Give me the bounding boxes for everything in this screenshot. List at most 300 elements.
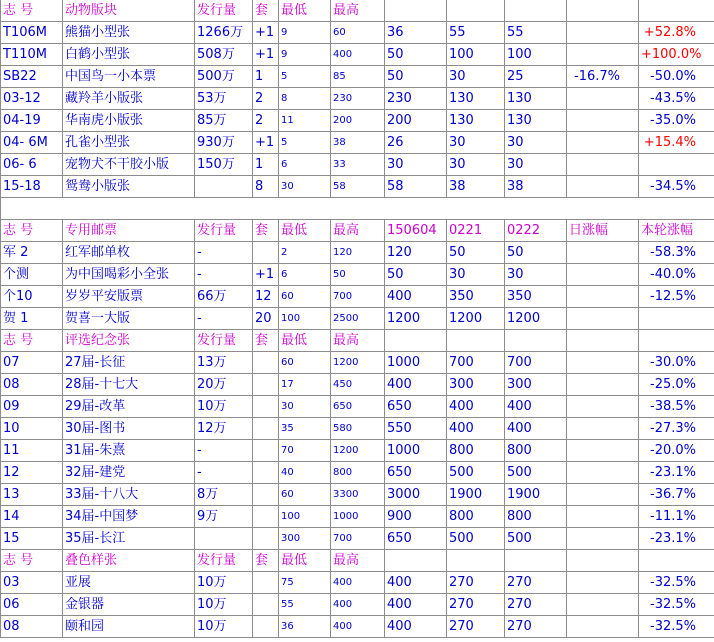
- cell-v1: 550: [385, 418, 447, 440]
- cell-low: 60: [279, 484, 331, 506]
- cell-set: 2: [253, 110, 279, 132]
- cell-v1: 400: [385, 594, 447, 616]
- table-row: [1, 594, 714, 616]
- cell-high: 700: [331, 286, 385, 308]
- cell-v3: 270: [505, 572, 567, 594]
- cell-v3: 100: [505, 44, 567, 66]
- table-row: [1, 484, 714, 506]
- cell-name: 中国鸟一小本票: [63, 66, 195, 88]
- table-row: [1, 66, 714, 88]
- cell-v2: 270: [447, 594, 505, 616]
- cell-name: 33届-十八大: [63, 484, 195, 506]
- cell-name: 评选纪念张: [63, 330, 195, 352]
- cell-issue: 发行量: [195, 550, 253, 572]
- cell-v1: 1000: [385, 440, 447, 462]
- cell-high: 2500: [331, 308, 385, 330]
- cell-set: [253, 352, 279, 374]
- cell-low: 60: [279, 286, 331, 308]
- cell-daily: [567, 352, 639, 374]
- cell-high: 85: [331, 66, 385, 88]
- cell-set: [253, 440, 279, 462]
- cell-issue: 10万: [195, 594, 253, 616]
- cell-code: 04-19: [1, 110, 63, 132]
- cell-set: [253, 506, 279, 528]
- cell-daily: [567, 506, 639, 528]
- cell-total: -23.1%: [639, 462, 714, 484]
- cell-set: 1: [253, 154, 279, 176]
- cell-high: 700: [331, 528, 385, 550]
- cell-code: 07: [1, 352, 63, 374]
- cell-name: 孔雀小型张: [63, 132, 195, 154]
- cell-set: [253, 484, 279, 506]
- cell-set: [253, 616, 279, 638]
- cell-name: 鸳鸯小版张: [63, 176, 195, 198]
- cell-set: [253, 462, 279, 484]
- cell-code: 08: [1, 616, 63, 638]
- cell-name: 28届-十七大: [63, 374, 195, 396]
- cell-set: +1: [253, 132, 279, 154]
- cell-v3: 1900: [505, 484, 567, 506]
- cell-high: 400: [331, 572, 385, 594]
- table-row: [1, 154, 714, 176]
- cell-v2: 130: [447, 110, 505, 132]
- table-row: [1, 176, 714, 198]
- cell-name: 动物版块: [63, 0, 195, 22]
- cell-low: 11: [279, 110, 331, 132]
- cell-v3: 800: [505, 440, 567, 462]
- cell-daily: 日涨幅: [567, 220, 639, 242]
- cell-v3: [505, 198, 567, 220]
- cell-high: 最高: [331, 550, 385, 572]
- table-row: [1, 264, 714, 286]
- cell-v2: 30: [447, 154, 505, 176]
- cell-v2: 100: [447, 44, 505, 66]
- cell-name: 叠色样张: [63, 550, 195, 572]
- cell-set: 12: [253, 286, 279, 308]
- cell-daily: [567, 484, 639, 506]
- cell-issue: 9万: [195, 506, 253, 528]
- table-row: [1, 286, 714, 308]
- cell-v2: 30: [447, 264, 505, 286]
- cell-total: +15.4%: [639, 132, 714, 154]
- cell-v2: 350: [447, 286, 505, 308]
- cell-v2: 0221: [447, 220, 505, 242]
- cell-v3: 30: [505, 154, 567, 176]
- cell-low: 55: [279, 594, 331, 616]
- cell-v1: 1000: [385, 352, 447, 374]
- table-row: [1, 616, 714, 638]
- cell-issue: 66万: [195, 286, 253, 308]
- cell-low: 30: [279, 396, 331, 418]
- cell-name: [63, 198, 195, 220]
- cell-total: [639, 0, 714, 22]
- section-header-row: [1, 220, 714, 242]
- cell-daily: [567, 44, 639, 66]
- cell-high: 58: [331, 176, 385, 198]
- cell-v1: 900: [385, 506, 447, 528]
- cell-v2: 400: [447, 418, 505, 440]
- cell-high: 1000: [331, 506, 385, 528]
- cell-code: 志 号: [1, 220, 63, 242]
- cell-daily: [567, 396, 639, 418]
- cell-daily: [567, 132, 639, 154]
- cell-name: 红军邮单枚: [63, 242, 195, 264]
- cell-high: 33: [331, 154, 385, 176]
- cell-total: -38.5%: [639, 396, 714, 418]
- cell-code: 贺 1: [1, 308, 63, 330]
- cell-v2: [447, 550, 505, 572]
- cell-issue: 10万: [195, 396, 253, 418]
- cell-v3: 38: [505, 176, 567, 198]
- cell-v2: 55: [447, 22, 505, 44]
- cell-low: 100: [279, 506, 331, 528]
- cell-v1: 50: [385, 44, 447, 66]
- cell-total: -11.1%: [639, 506, 714, 528]
- cell-high: 650: [331, 396, 385, 418]
- cell-total: -50.0%: [639, 66, 714, 88]
- cell-set: 套: [253, 220, 279, 242]
- cell-total: -40.0%: [639, 264, 714, 286]
- cell-v1: 50: [385, 66, 447, 88]
- cell-issue: -: [195, 440, 253, 462]
- cell-v3: 130: [505, 88, 567, 110]
- cell-v3: 800: [505, 506, 567, 528]
- cell-v2: 30: [447, 132, 505, 154]
- cell-v2: [447, 0, 505, 22]
- cell-name: 金银器: [63, 594, 195, 616]
- cell-code: 志 号: [1, 330, 63, 352]
- cell-high: 最高: [331, 220, 385, 242]
- cell-v3: [505, 550, 567, 572]
- cell-v2: 50: [447, 242, 505, 264]
- cell-v3: [505, 0, 567, 22]
- cell-low: 17: [279, 374, 331, 396]
- cell-high: 450: [331, 374, 385, 396]
- cell-set: 8: [253, 176, 279, 198]
- cell-v2: 500: [447, 462, 505, 484]
- cell-v1: 400: [385, 374, 447, 396]
- cell-low: 60: [279, 352, 331, 374]
- cell-total: -43.5%: [639, 88, 714, 110]
- cell-name: 31届-朱熹: [63, 440, 195, 462]
- cell-v3: 130: [505, 110, 567, 132]
- cell-daily: [567, 308, 639, 330]
- cell-v1: [385, 0, 447, 22]
- cell-v3: [505, 330, 567, 352]
- cell-low: 最低: [279, 220, 331, 242]
- cell-v1: 400: [385, 286, 447, 308]
- cell-low: 9: [279, 44, 331, 66]
- cell-low: 5: [279, 66, 331, 88]
- cell-daily: [567, 176, 639, 198]
- cell-set: [253, 374, 279, 396]
- cell-daily: [567, 528, 639, 550]
- cell-daily: [567, 0, 639, 22]
- cell-total: +52.8%: [639, 22, 714, 44]
- cell-v1: 1200: [385, 308, 447, 330]
- cell-v2: [447, 198, 505, 220]
- cell-code: 09: [1, 396, 63, 418]
- cell-v1: 150604: [385, 220, 447, 242]
- cell-low: 6: [279, 264, 331, 286]
- cell-low: 36: [279, 616, 331, 638]
- cell-total: [639, 330, 714, 352]
- cell-total: -32.5%: [639, 594, 714, 616]
- cell-total: [639, 198, 714, 220]
- cell-v3: 400: [505, 418, 567, 440]
- cell-total: -36.7%: [639, 484, 714, 506]
- cell-v2: 300: [447, 374, 505, 396]
- cell-total: -30.0%: [639, 352, 714, 374]
- cell-total: [639, 550, 714, 572]
- cell-issue: 53万: [195, 88, 253, 110]
- cell-total: -35.0%: [639, 110, 714, 132]
- cell-v1: 26: [385, 132, 447, 154]
- cell-code: 11: [1, 440, 63, 462]
- table-row: [1, 418, 714, 440]
- cell-name: 华南虎小版张: [63, 110, 195, 132]
- cell-set: +1: [253, 264, 279, 286]
- cell-total: -58.3%: [639, 242, 714, 264]
- cell-issue: 发行量: [195, 0, 253, 22]
- cell-set: [253, 418, 279, 440]
- cell-daily: [567, 286, 639, 308]
- cell-name: 为中国喝彩小全张: [63, 264, 195, 286]
- cell-issue: 930万: [195, 132, 253, 154]
- cell-v1: 400: [385, 572, 447, 594]
- cell-daily: [567, 594, 639, 616]
- table-row: [1, 132, 714, 154]
- table-row: [1, 22, 714, 44]
- cell-high: 最高: [331, 0, 385, 22]
- cell-issue: 20万: [195, 374, 253, 396]
- cell-daily: [567, 198, 639, 220]
- table-row: [1, 110, 714, 132]
- cell-v1: 650: [385, 462, 447, 484]
- cell-code: 15-18: [1, 176, 63, 198]
- cell-daily: [567, 110, 639, 132]
- cell-issue: 150万: [195, 154, 253, 176]
- cell-code: 12: [1, 462, 63, 484]
- cell-v1: [385, 198, 447, 220]
- table-row: [1, 528, 714, 550]
- cell-issue: 10万: [195, 616, 253, 638]
- cell-issue: -: [195, 242, 253, 264]
- cell-issue: -: [195, 462, 253, 484]
- cell-v2: 1900: [447, 484, 505, 506]
- cell-issue: 12万: [195, 418, 253, 440]
- cell-v1: 50: [385, 264, 447, 286]
- cell-v3: 700: [505, 352, 567, 374]
- section-header-row: [1, 550, 714, 572]
- cell-issue: 85万: [195, 110, 253, 132]
- cell-v2: [447, 330, 505, 352]
- cell-code: 14: [1, 506, 63, 528]
- cell-v3: 30: [505, 264, 567, 286]
- cell-total: +100.0%: [639, 44, 714, 66]
- cell-total: [639, 154, 714, 176]
- table-row: [1, 352, 714, 374]
- table-row: [1, 374, 714, 396]
- table-row: [1, 396, 714, 418]
- cell-set: [253, 528, 279, 550]
- cell-v3: 270: [505, 616, 567, 638]
- cell-v3: 350: [505, 286, 567, 308]
- cell-high: 230: [331, 88, 385, 110]
- cell-code: 志 号: [1, 0, 63, 22]
- cell-issue: -: [195, 308, 253, 330]
- cell-high: 60: [331, 22, 385, 44]
- cell-code: 06- 6: [1, 154, 63, 176]
- cell-v3: 55: [505, 22, 567, 44]
- cell-name: 贺喜一大版: [63, 308, 195, 330]
- cell-set: 套: [253, 550, 279, 572]
- cell-code: SB22: [1, 66, 63, 88]
- cell-daily: [567, 330, 639, 352]
- cell-set: 2: [253, 88, 279, 110]
- cell-code: 08: [1, 374, 63, 396]
- cell-low: 8: [279, 88, 331, 110]
- table-row: [1, 572, 714, 594]
- section-header-row: [1, 0, 714, 22]
- cell-low: 最低: [279, 330, 331, 352]
- cell-v3: 25: [505, 66, 567, 88]
- cell-issue: 10万: [195, 572, 253, 594]
- cell-daily: [567, 616, 639, 638]
- cell-low: 2: [279, 242, 331, 264]
- cell-daily: [567, 154, 639, 176]
- cell-daily: [567, 550, 639, 572]
- cell-v3: 50: [505, 242, 567, 264]
- cell-low: 70: [279, 440, 331, 462]
- cell-low: 40: [279, 462, 331, 484]
- cell-high: 50: [331, 264, 385, 286]
- cell-high: 400: [331, 616, 385, 638]
- table-row: [1, 440, 714, 462]
- cell-v1: [385, 330, 447, 352]
- cell-name: 30届-图书: [63, 418, 195, 440]
- cell-daily: -16.7%: [567, 66, 639, 88]
- cell-set: 套: [253, 330, 279, 352]
- cell-total: -25.0%: [639, 374, 714, 396]
- table-row: [1, 308, 714, 330]
- cell-name: 亚展: [63, 572, 195, 594]
- cell-set: [253, 242, 279, 264]
- cell-code: T110M: [1, 44, 63, 66]
- cell-v1: [385, 550, 447, 572]
- cell-issue: [195, 528, 253, 550]
- cell-v2: 270: [447, 616, 505, 638]
- cell-set: [253, 572, 279, 594]
- cell-v2: 130: [447, 88, 505, 110]
- table-row: [1, 462, 714, 484]
- cell-v3: 30: [505, 132, 567, 154]
- table-row: [1, 88, 714, 110]
- cell-low: 300: [279, 528, 331, 550]
- cell-v2: 270: [447, 572, 505, 594]
- cell-daily: [567, 374, 639, 396]
- cell-set: +1: [253, 44, 279, 66]
- cell-daily: [567, 22, 639, 44]
- cell-low: [279, 198, 331, 220]
- cell-name: 颐和园: [63, 616, 195, 638]
- cell-name: 35届-长江: [63, 528, 195, 550]
- cell-high: 1200: [331, 440, 385, 462]
- table-body: [1, 0, 714, 638]
- cell-total: -12.5%: [639, 286, 714, 308]
- cell-v1: 30: [385, 154, 447, 176]
- cell-issue: 508万: [195, 44, 253, 66]
- cell-high: 800: [331, 462, 385, 484]
- cell-set: [253, 198, 279, 220]
- cell-name: 岁岁平安版票: [63, 286, 195, 308]
- cell-v3: 500: [505, 528, 567, 550]
- cell-daily: [567, 462, 639, 484]
- table-row: [1, 506, 714, 528]
- cell-code: 15: [1, 528, 63, 550]
- cell-issue: 发行量: [195, 330, 253, 352]
- cell-code: 军 2: [1, 242, 63, 264]
- cell-high: 120: [331, 242, 385, 264]
- cell-name: 熊猫小型张: [63, 22, 195, 44]
- cell-low: 9: [279, 22, 331, 44]
- cell-code: 志 号: [1, 550, 63, 572]
- blank-row: [1, 198, 714, 220]
- cell-code: T106M: [1, 22, 63, 44]
- cell-code: 06: [1, 594, 63, 616]
- cell-issue: 8万: [195, 484, 253, 506]
- cell-total: -27.3%: [639, 418, 714, 440]
- cell-daily: [567, 572, 639, 594]
- cell-daily: [567, 242, 639, 264]
- cell-name: 藏羚羊小版张: [63, 88, 195, 110]
- cell-name: 宠物犬不干胶小版: [63, 154, 195, 176]
- cell-issue: 1266万: [195, 22, 253, 44]
- cell-v2: 38: [447, 176, 505, 198]
- cell-high: 400: [331, 594, 385, 616]
- cell-code: 个测: [1, 264, 63, 286]
- cell-v1: 400: [385, 616, 447, 638]
- cell-v1: 650: [385, 528, 447, 550]
- table-row: [1, 44, 714, 66]
- cell-v3: 500: [505, 462, 567, 484]
- cell-code: 10: [1, 418, 63, 440]
- cell-low: 最低: [279, 550, 331, 572]
- cell-set: 20: [253, 308, 279, 330]
- cell-issue: 500万: [195, 66, 253, 88]
- cell-v2: 800: [447, 506, 505, 528]
- cell-name: 29届-改革: [63, 396, 195, 418]
- cell-high: [331, 198, 385, 220]
- cell-code: 个10: [1, 286, 63, 308]
- cell-daily: [567, 264, 639, 286]
- table-row: [1, 242, 714, 264]
- cell-issue: -: [195, 264, 253, 286]
- cell-v3: 1200: [505, 308, 567, 330]
- cell-high: 400: [331, 44, 385, 66]
- cell-low: 6: [279, 154, 331, 176]
- section-header-row: [1, 330, 714, 352]
- cell-low: 30: [279, 176, 331, 198]
- cell-high: 3300: [331, 484, 385, 506]
- cell-name: 白鹤小型张: [63, 44, 195, 66]
- cell-low: 100: [279, 308, 331, 330]
- cell-v1: 120: [385, 242, 447, 264]
- cell-v2: 30: [447, 66, 505, 88]
- cell-total: -34.5%: [639, 176, 714, 198]
- cell-total: -32.5%: [639, 616, 714, 638]
- cell-total: [639, 308, 714, 330]
